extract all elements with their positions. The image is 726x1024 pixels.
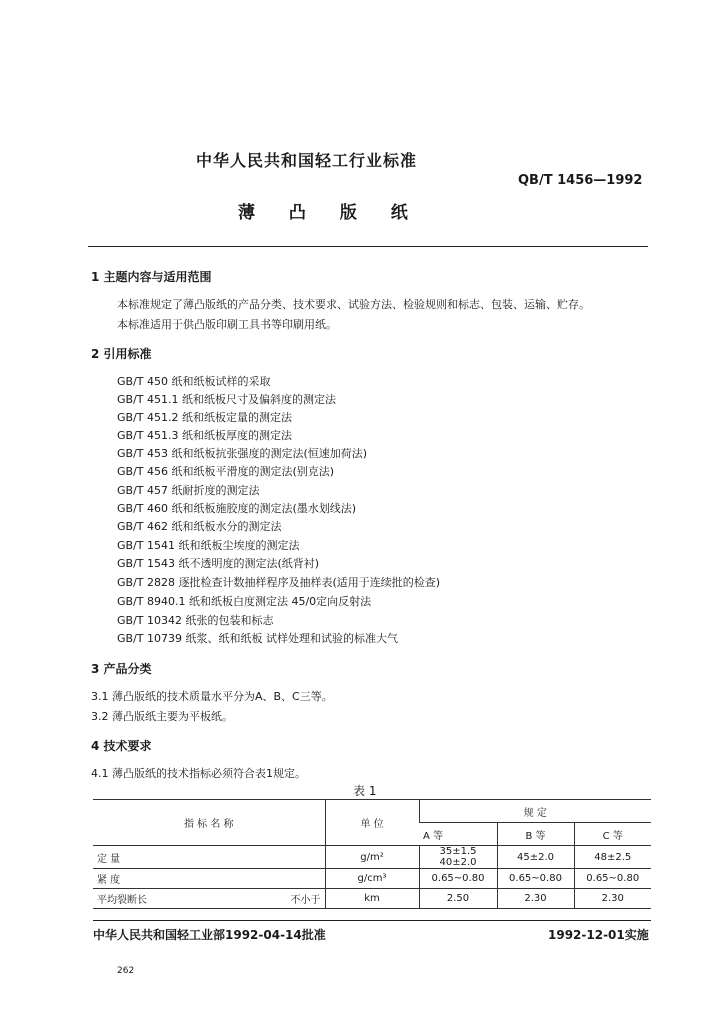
header-divider [88, 246, 648, 247]
row-grade-c: 48±2.5 [574, 846, 651, 869]
header-grade-c: C 等 [574, 823, 651, 846]
footer-divider [93, 920, 651, 921]
clause-3-1: 3.1 薄凸版纸的技术质量水平分为A、B、C三等。 [91, 690, 333, 703]
header-spec: 规 定 [419, 800, 651, 823]
reference-item: GB/T 451.1 纸和纸板尺寸及偏斜度的测定法 [117, 393, 336, 406]
section-1-heading: 1 主题内容与适用范围 [91, 270, 212, 284]
reference-item: GB/T 1543 纸不透明度的测定法(纸背衬) [117, 557, 320, 570]
row-unit: km [325, 889, 419, 909]
row-name: 定 量 [93, 846, 325, 869]
row-grade-a: 35±1.5 40±2.0 [419, 846, 497, 869]
reference-item: GB/T 8940.1 纸和纸板白度测定法 45/0定向反射法 [117, 595, 372, 608]
row-grade-b: 45±2.0 [497, 846, 574, 869]
reference-item: GB/T 453 纸和纸板抗张强度的测定法(恒速加荷法) [117, 447, 368, 460]
table-header-row [93, 800, 651, 823]
reference-item: GB/T 450 纸和纸板试样的采取 [117, 375, 271, 388]
reference-item: GB/T 460 纸和纸板施胶度的测定法(墨水划线法) [117, 502, 357, 515]
clause-3-2: 3.2 薄凸版纸主要为平板纸。 [91, 710, 233, 723]
table-caption: 表 1 [353, 784, 377, 798]
header-grade-b: B 等 [497, 823, 574, 846]
row-grade-a: 2.50 [419, 889, 497, 909]
reference-item: GB/T 451.2 纸和纸板定量的测定法 [117, 411, 292, 424]
row-grade-c: 2.30 [574, 889, 651, 909]
standard-code: QB/T 1456—1992 [518, 173, 643, 188]
row-unit: g/m² [325, 846, 419, 869]
implementation-date: 1992-12-01实施 [548, 928, 649, 942]
reference-item: GB/T 10342 纸张的包装和标志 [117, 614, 274, 627]
section-1-line-1: 本标准规定了薄凸版纸的产品分类、技术要求、试验方法、检验规则和标志、包装、运输、贮存。 [117, 298, 590, 311]
table-row [93, 889, 651, 909]
section-3-heading: 3 产品分类 [91, 662, 152, 676]
table-row [93, 846, 651, 869]
row-unit: g/cm³ [325, 869, 419, 889]
reference-item: GB/T 2828 逐批检查计数抽样程序及抽样表(适用于连续批的检查) [117, 576, 441, 589]
document-title: 薄 凸 版 纸 [238, 203, 422, 223]
standard-header-title: 中华人民共和国轻工行业标准 [196, 151, 418, 170]
row-grade-b: 2.30 [497, 889, 574, 909]
reference-item: GB/T 457 纸耐折度的测定法 [117, 484, 260, 497]
reference-item: GB/T 462 纸和纸板水分的测定法 [117, 520, 282, 533]
reference-item: GB/T 1541 纸和纸板尘埃度的测定法 [117, 539, 300, 552]
reference-item: GB/T 451.3 纸和纸板厚度的测定法 [117, 429, 292, 442]
section-4-heading: 4 技术要求 [91, 739, 152, 753]
header-unit: 单 位 [325, 800, 419, 846]
row-name: 紧 度 [93, 869, 325, 889]
reference-item: GB/T 10739 纸浆、纸和纸板 试样处理和试验的标准大气 [117, 632, 398, 645]
specification-table [93, 799, 651, 909]
row-grade-b: 0.65~0.80 [497, 869, 574, 889]
row-grade-a: 0.65~0.80 [419, 869, 497, 889]
section-2-heading: 2 引用标准 [91, 347, 152, 361]
header-grade-a: A 等 [419, 823, 497, 846]
header-indicator: 指 标 名 称 [93, 800, 325, 846]
approval-line: 中华人民共和国轻工业部1992-04-14批准 [93, 928, 326, 942]
reference-item: GB/T 456 纸和纸板平滑度的测定法(别克法) [117, 465, 335, 478]
section-1-line-2: 本标准适用于供凸版印刷工具书等印刷用纸。 [117, 318, 337, 331]
table-row [93, 869, 651, 889]
row-name: 平均裂断长 不小于 [93, 889, 325, 909]
row-grade-c: 0.65~0.80 [574, 869, 651, 889]
page-number: 262 [117, 966, 135, 976]
clause-4-1: 4.1 薄凸版纸的技术指标必须符合表1规定。 [91, 767, 306, 780]
